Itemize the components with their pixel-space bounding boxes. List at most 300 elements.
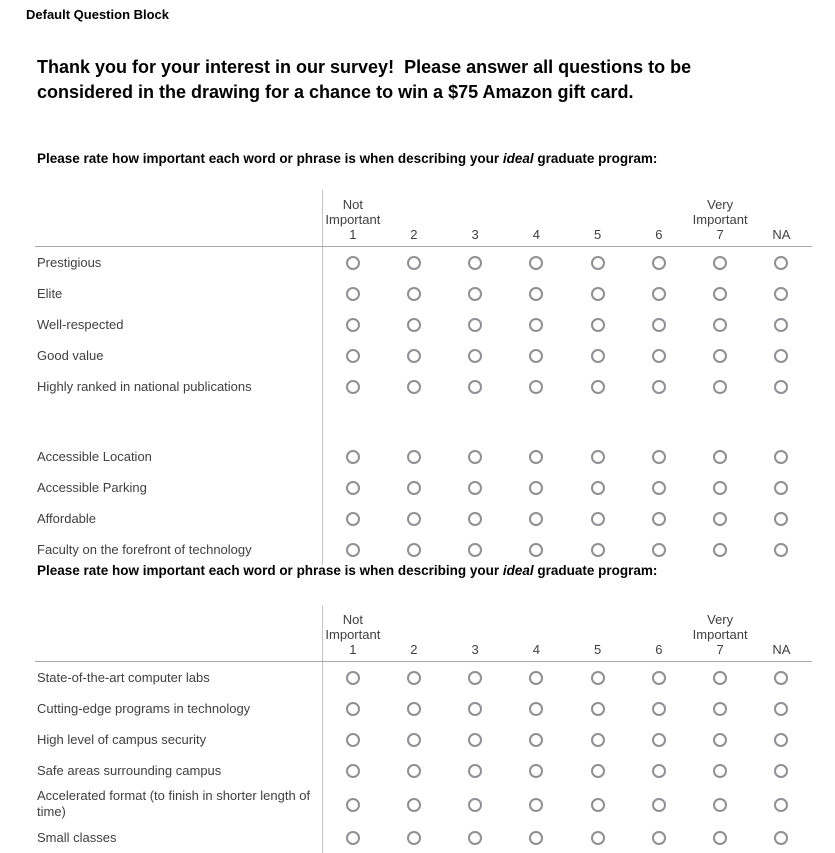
radio-button[interactable] xyxy=(591,543,605,557)
radio-button[interactable] xyxy=(652,481,666,495)
radio-button[interactable] xyxy=(468,764,482,778)
radio-cell-na xyxy=(751,724,812,755)
radio-cell-5 xyxy=(567,534,628,565)
scale-column-header-na: NA xyxy=(751,605,812,662)
radio-cell-7 xyxy=(690,755,751,786)
matrix-row-label: Accessible Parking xyxy=(37,479,147,495)
radio-cell-7 xyxy=(690,724,751,755)
radio-button[interactable] xyxy=(407,671,421,685)
radio-button[interactable] xyxy=(468,481,482,495)
radio-button[interactable] xyxy=(407,831,421,845)
radio-button[interactable] xyxy=(713,380,727,394)
scale-header-row xyxy=(35,605,812,662)
radio-cell-4 xyxy=(506,822,567,853)
radio-cell-6 xyxy=(628,309,689,340)
radio-button[interactable] xyxy=(713,831,727,845)
radio-cell-6 xyxy=(628,755,689,786)
radio-button[interactable] xyxy=(529,380,543,394)
radio-button[interactable] xyxy=(407,380,421,394)
radio-button[interactable] xyxy=(774,798,788,812)
radio-cell-7 xyxy=(690,371,751,402)
radio-cell-6 xyxy=(628,441,689,472)
radio-button[interactable] xyxy=(591,733,605,747)
radio-cell-na xyxy=(751,309,812,340)
radio-cell-7 xyxy=(690,503,751,534)
radio-button[interactable] xyxy=(713,481,727,495)
radio-cell-7 xyxy=(690,278,751,309)
radio-cell-1 xyxy=(322,693,383,724)
radio-cell-1 xyxy=(322,724,383,755)
radio-button[interactable] xyxy=(529,318,543,332)
question-block-title: Default Question Block xyxy=(26,7,170,22)
radio-cell-6 xyxy=(628,340,689,371)
radio-cell-na xyxy=(751,822,812,853)
matrix-row xyxy=(35,371,812,402)
matrix-spacer-cell xyxy=(322,402,812,441)
radio-button[interactable] xyxy=(407,256,421,270)
radio-button[interactable] xyxy=(591,349,605,363)
radio-button[interactable] xyxy=(529,702,543,716)
radio-button[interactable] xyxy=(407,543,421,557)
radio-button[interactable] xyxy=(529,349,543,363)
radio-cell-6 xyxy=(628,278,689,309)
radio-button[interactable] xyxy=(652,733,666,747)
radio-button[interactable] xyxy=(346,450,360,464)
radio-cell-7 xyxy=(690,472,751,503)
radio-button[interactable] xyxy=(346,318,360,332)
radio-button[interactable] xyxy=(591,287,605,301)
radio-button[interactable] xyxy=(774,512,788,526)
matrix-row-label: Prestigious xyxy=(37,254,102,270)
radio-cell-1 xyxy=(322,822,383,853)
scale-column-header-3: 3 xyxy=(445,605,506,662)
radio-cell-4 xyxy=(506,693,567,724)
matrix-row xyxy=(35,247,812,279)
radio-button[interactable] xyxy=(529,733,543,747)
radio-button[interactable] xyxy=(529,671,543,685)
radio-button[interactable] xyxy=(529,798,543,812)
radio-button[interactable] xyxy=(468,543,482,557)
radio-cell-3 xyxy=(445,662,506,694)
prompt-suffix: graduate program: xyxy=(533,151,658,166)
radio-cell-6 xyxy=(628,503,689,534)
radio-button[interactable] xyxy=(529,512,543,526)
radio-cell-4 xyxy=(506,755,567,786)
radio-button[interactable] xyxy=(529,450,543,464)
radio-button[interactable] xyxy=(346,512,360,526)
radio-button[interactable] xyxy=(407,702,421,716)
scale-column-header-4: 4 xyxy=(506,605,567,662)
radio-cell-6 xyxy=(628,247,689,279)
matrix-row xyxy=(35,822,812,853)
radio-cell-6 xyxy=(628,822,689,853)
matrix-corner-cell xyxy=(35,605,322,662)
radio-cell-5 xyxy=(567,724,628,755)
radio-cell-2 xyxy=(383,755,444,786)
radio-button[interactable] xyxy=(774,702,788,716)
radio-cell-1 xyxy=(322,472,383,503)
radio-button[interactable] xyxy=(652,831,666,845)
radio-cell-7 xyxy=(690,786,751,822)
radio-button[interactable] xyxy=(591,764,605,778)
matrix-row-label: Accessible Location xyxy=(37,448,152,464)
radio-button[interactable] xyxy=(468,287,482,301)
radio-cell-na xyxy=(751,503,812,534)
scale-column-header-7: Very Important 7 xyxy=(690,605,751,662)
radio-button[interactable] xyxy=(774,671,788,685)
intro-text: Thank you for your interest in our survey! Please answer all questions to be considered in the drawing for a chance to win a $75 Amazon gift card. xyxy=(37,57,692,102)
radio-cell-3 xyxy=(445,534,506,565)
radio-button[interactable] xyxy=(713,349,727,363)
radio-button[interactable] xyxy=(652,318,666,332)
radio-cell-1 xyxy=(322,755,383,786)
rating-matrix-1 xyxy=(35,190,812,565)
radio-cell-2 xyxy=(383,309,444,340)
scale-column-header-na: NA xyxy=(751,190,812,247)
scale-column-header-2: 2 xyxy=(383,190,444,247)
radio-button[interactable] xyxy=(468,380,482,394)
radio-cell-5 xyxy=(567,247,628,279)
radio-cell-3 xyxy=(445,441,506,472)
matrix-row xyxy=(35,724,812,755)
radio-cell-6 xyxy=(628,472,689,503)
rating-matrix-2 xyxy=(35,605,812,853)
radio-button[interactable] xyxy=(591,380,605,394)
radio-cell-3 xyxy=(445,371,506,402)
radio-cell-2 xyxy=(383,371,444,402)
radio-cell-4 xyxy=(506,472,567,503)
radio-button[interactable] xyxy=(591,702,605,716)
radio-cell-4 xyxy=(506,247,567,279)
radio-cell-2 xyxy=(383,472,444,503)
radio-cell-3 xyxy=(445,340,506,371)
scale-column-header-6: 6 xyxy=(628,190,689,247)
matrix-row xyxy=(35,755,812,786)
radio-button[interactable] xyxy=(591,318,605,332)
radio-cell-3 xyxy=(445,278,506,309)
radio-button[interactable] xyxy=(713,256,727,270)
radio-cell-3 xyxy=(445,786,506,822)
radio-cell-7 xyxy=(690,309,751,340)
radio-cell-2 xyxy=(383,822,444,853)
radio-button[interactable] xyxy=(652,256,666,270)
scale-column-header-5: 5 xyxy=(567,605,628,662)
radio-cell-4 xyxy=(506,371,567,402)
matrix-row-label: Accelerated format (to finish in shorter length of time) xyxy=(37,788,311,819)
radio-cell-2 xyxy=(383,693,444,724)
radio-cell-na xyxy=(751,371,812,402)
matrix-row-label: High level of campus security xyxy=(37,731,207,747)
radio-button[interactable] xyxy=(774,481,788,495)
radio-button[interactable] xyxy=(346,764,360,778)
radio-cell-1 xyxy=(322,278,383,309)
radio-cell-2 xyxy=(383,534,444,565)
prompt-prefix: Please rate how important each word or phrase is when describing your xyxy=(37,151,503,166)
radio-button[interactable] xyxy=(774,318,788,332)
radio-button[interactable] xyxy=(529,287,543,301)
radio-button[interactable] xyxy=(529,543,543,557)
radio-cell-5 xyxy=(567,278,628,309)
radio-cell-1 xyxy=(322,340,383,371)
radio-cell-3 xyxy=(445,693,506,724)
matrix-row xyxy=(35,340,812,371)
radio-cell-2 xyxy=(383,503,444,534)
radio-cell-1 xyxy=(322,309,383,340)
radio-cell-na xyxy=(751,278,812,309)
radio-cell-6 xyxy=(628,693,689,724)
radio-button[interactable] xyxy=(407,733,421,747)
radio-button[interactable] xyxy=(713,671,727,685)
radio-button[interactable] xyxy=(774,256,788,270)
radio-button[interactable] xyxy=(346,702,360,716)
radio-cell-4 xyxy=(506,441,567,472)
radio-cell-4 xyxy=(506,662,567,694)
radio-cell-5 xyxy=(567,662,628,694)
prompt-prefix: Please rate how important each word or phrase is when describing your xyxy=(37,563,503,578)
scale-column-header-5: 5 xyxy=(567,190,628,247)
matrix-row-label: Cutting-edge programs in technology xyxy=(37,700,251,716)
radio-button[interactable] xyxy=(591,671,605,685)
radio-cell-7 xyxy=(690,822,751,853)
radio-cell-2 xyxy=(383,340,444,371)
question-1-prompt xyxy=(37,151,797,166)
radio-button[interactable] xyxy=(713,733,727,747)
radio-cell-1 xyxy=(322,371,383,402)
radio-cell-na xyxy=(751,755,812,786)
matrix-row xyxy=(35,472,812,503)
radio-cell-4 xyxy=(506,786,567,822)
radio-button[interactable] xyxy=(529,831,543,845)
matrix-row-label: Faculty on the forefront of technology xyxy=(37,541,252,557)
radio-button[interactable] xyxy=(774,380,788,394)
scale-column-header-4: 4 xyxy=(506,190,567,247)
matrix-row-label: Highly ranked in national publications xyxy=(37,378,252,394)
radio-cell-6 xyxy=(628,724,689,755)
radio-button[interactable] xyxy=(468,798,482,812)
radio-button[interactable] xyxy=(346,798,360,812)
radio-cell-na xyxy=(751,441,812,472)
radio-button[interactable] xyxy=(529,764,543,778)
scale-column-header-3: 3 xyxy=(445,190,506,247)
radio-button[interactable] xyxy=(468,349,482,363)
matrix-row xyxy=(35,441,812,472)
radio-cell-7 xyxy=(690,441,751,472)
radio-cell-1 xyxy=(322,441,383,472)
radio-button[interactable] xyxy=(407,287,421,301)
radio-button[interactable] xyxy=(407,512,421,526)
radio-cell-2 xyxy=(383,278,444,309)
radio-cell-3 xyxy=(445,309,506,340)
radio-cell-7 xyxy=(690,247,751,279)
scale-header-row xyxy=(35,190,812,247)
radio-button[interactable] xyxy=(346,733,360,747)
radio-cell-5 xyxy=(567,340,628,371)
radio-cell-1 xyxy=(322,786,383,822)
radio-button[interactable] xyxy=(468,702,482,716)
radio-button[interactable] xyxy=(713,512,727,526)
radio-cell-5 xyxy=(567,371,628,402)
radio-cell-2 xyxy=(383,662,444,694)
radio-button[interactable] xyxy=(407,349,421,363)
radio-button[interactable] xyxy=(774,733,788,747)
radio-cell-2 xyxy=(383,247,444,279)
radio-button[interactable] xyxy=(529,481,543,495)
radio-cell-3 xyxy=(445,247,506,279)
radio-cell-6 xyxy=(628,662,689,694)
radio-cell-3 xyxy=(445,724,506,755)
prompt-italic-word: ideal xyxy=(502,563,534,578)
radio-button[interactable] xyxy=(652,349,666,363)
radio-button[interactable] xyxy=(774,349,788,363)
radio-button[interactable] xyxy=(407,318,421,332)
scale-column-header-1: Not Important 1 xyxy=(322,605,383,662)
matrix-row xyxy=(35,503,812,534)
matrix-row-label: Affordable xyxy=(37,510,97,526)
radio-button[interactable] xyxy=(652,450,666,464)
radio-button[interactable] xyxy=(468,450,482,464)
radio-button[interactable] xyxy=(774,543,788,557)
radio-button[interactable] xyxy=(468,671,482,685)
scale-column-header-6: 6 xyxy=(628,605,689,662)
matrix-row-label: Small classes xyxy=(37,829,117,845)
radio-button[interactable] xyxy=(346,671,360,685)
radio-cell-5 xyxy=(567,472,628,503)
radio-button[interactable] xyxy=(407,481,421,495)
matrix-row xyxy=(35,662,812,694)
radio-button[interactable] xyxy=(774,450,788,464)
radio-button[interactable] xyxy=(346,831,360,845)
matrix-row xyxy=(35,693,812,724)
question-2-prompt xyxy=(37,563,797,578)
radio-button[interactable] xyxy=(591,450,605,464)
radio-button[interactable] xyxy=(713,702,727,716)
radio-cell-5 xyxy=(567,441,628,472)
matrix-corner-cell xyxy=(35,190,322,247)
radio-cell-5 xyxy=(567,786,628,822)
radio-button[interactable] xyxy=(468,256,482,270)
radio-button[interactable] xyxy=(652,380,666,394)
radio-cell-7 xyxy=(690,340,751,371)
radio-button[interactable] xyxy=(591,831,605,845)
matrix-row xyxy=(35,786,812,822)
radio-button[interactable] xyxy=(346,543,360,557)
radio-button[interactable] xyxy=(346,287,360,301)
radio-button[interactable] xyxy=(652,702,666,716)
radio-cell-na xyxy=(751,340,812,371)
radio-cell-5 xyxy=(567,755,628,786)
matrix-row xyxy=(35,309,812,340)
radio-cell-na xyxy=(751,662,812,694)
radio-button[interactable] xyxy=(713,543,727,557)
radio-cell-3 xyxy=(445,503,506,534)
matrix-spacer-row xyxy=(35,402,812,441)
radio-cell-2 xyxy=(383,724,444,755)
radio-button[interactable] xyxy=(346,256,360,270)
radio-cell-7 xyxy=(690,662,751,694)
radio-button[interactable] xyxy=(774,831,788,845)
radio-button[interactable] xyxy=(774,287,788,301)
radio-button[interactable] xyxy=(652,671,666,685)
matrix-row-label: Elite xyxy=(37,285,63,301)
radio-button[interactable] xyxy=(407,798,421,812)
radio-button[interactable] xyxy=(713,450,727,464)
radio-button[interactable] xyxy=(468,831,482,845)
radio-button[interactable] xyxy=(652,287,666,301)
radio-cell-3 xyxy=(445,822,506,853)
matrix-row xyxy=(35,534,812,565)
prompt-suffix: graduate program: xyxy=(533,563,658,578)
radio-cell-na xyxy=(751,786,812,822)
radio-cell-na xyxy=(751,472,812,503)
radio-cell-4 xyxy=(506,503,567,534)
radio-button[interactable] xyxy=(346,349,360,363)
radio-button[interactable] xyxy=(713,764,727,778)
matrix-spacer-label xyxy=(35,402,322,441)
radio-button[interactable] xyxy=(591,512,605,526)
radio-button[interactable] xyxy=(468,733,482,747)
radio-button[interactable] xyxy=(346,481,360,495)
radio-cell-6 xyxy=(628,534,689,565)
radio-cell-1 xyxy=(322,534,383,565)
radio-cell-4 xyxy=(506,340,567,371)
scale-column-header-1: Not Important 1 xyxy=(322,190,383,247)
matrix-row-label: Well-respected xyxy=(37,316,124,332)
prompt-italic-word: ideal xyxy=(502,151,534,166)
radio-cell-1 xyxy=(322,503,383,534)
radio-button[interactable] xyxy=(346,380,360,394)
radio-button[interactable] xyxy=(407,450,421,464)
radio-button[interactable] xyxy=(591,481,605,495)
radio-cell-6 xyxy=(628,786,689,822)
radio-button[interactable] xyxy=(468,318,482,332)
radio-cell-5 xyxy=(567,693,628,724)
radio-button[interactable] xyxy=(468,512,482,526)
radio-cell-2 xyxy=(383,786,444,822)
radio-button[interactable] xyxy=(774,764,788,778)
radio-cell-na xyxy=(751,534,812,565)
scale-column-header-2: 2 xyxy=(383,605,444,662)
radio-cell-4 xyxy=(506,278,567,309)
radio-button[interactable] xyxy=(591,256,605,270)
radio-button[interactable] xyxy=(713,287,727,301)
radio-cell-4 xyxy=(506,309,567,340)
radio-cell-3 xyxy=(445,755,506,786)
radio-cell-6 xyxy=(628,371,689,402)
radio-button[interactable] xyxy=(652,512,666,526)
matrix-row-label: Good value xyxy=(37,347,104,363)
radio-cell-4 xyxy=(506,724,567,755)
radio-cell-7 xyxy=(690,693,751,724)
matrix-row-label: Safe areas surrounding campus xyxy=(37,762,222,778)
radio-button[interactable] xyxy=(713,318,727,332)
scale-column-header-7: Very Important 7 xyxy=(690,190,751,247)
radio-button[interactable] xyxy=(529,256,543,270)
radio-cell-2 xyxy=(383,441,444,472)
matrix-row xyxy=(35,278,812,309)
radio-cell-5 xyxy=(567,503,628,534)
radio-button[interactable] xyxy=(407,764,421,778)
radio-cell-4 xyxy=(506,534,567,565)
radio-cell-3 xyxy=(445,472,506,503)
radio-button[interactable] xyxy=(591,798,605,812)
radio-button[interactable] xyxy=(652,798,666,812)
radio-cell-5 xyxy=(567,309,628,340)
radio-button[interactable] xyxy=(652,764,666,778)
radio-button[interactable] xyxy=(713,798,727,812)
radio-cell-na xyxy=(751,247,812,279)
radio-cell-1 xyxy=(322,247,383,279)
radio-button[interactable] xyxy=(652,543,666,557)
